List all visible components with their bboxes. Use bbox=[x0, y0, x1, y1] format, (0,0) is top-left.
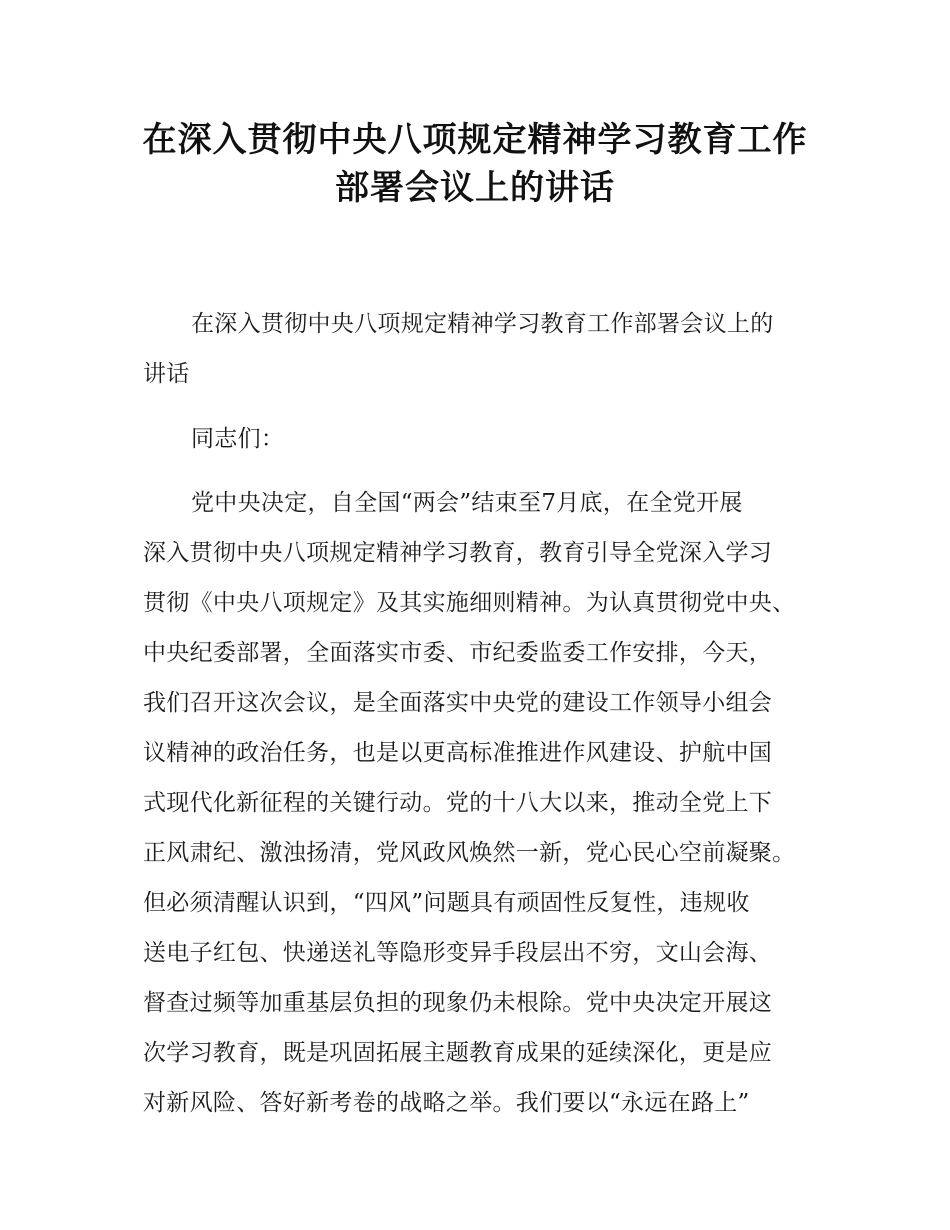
body-line: 我们召开这次会议，是全面落实中央党的建设工作领导小组会 bbox=[143, 690, 773, 716]
body-line: 中央纪委部署，全面落实市委、市纪委监委工作安排，今天， bbox=[143, 640, 773, 666]
body-line: 督查过频等加重基层负担的现象仍未根除。党中央决定开展这 bbox=[143, 990, 773, 1016]
body-line: 讲话 bbox=[143, 361, 190, 387]
body-line: 党中央决定，自全国“两会”结束至7月底，在全党开展 bbox=[191, 490, 743, 516]
body-line: 正风肃纪、激浊扬清，党风政风焕然一新，党心民心空前凝聚。 bbox=[143, 840, 796, 866]
body-line: 对新风险、答好新考卷的战略之举。我们要以“永远在路上” bbox=[143, 1090, 750, 1116]
body-line: 贯彻《中央八项规定》及其实施细则精神。为认真贯彻党中央、 bbox=[143, 590, 796, 616]
body-line: 议精神的政治任务，也是以更高标准推进作风建设、护航中国 bbox=[143, 740, 773, 766]
document-title-line-1: 在深入贯彻中央八项规定精神学习教育工作 bbox=[142, 120, 808, 160]
body-line: 送电子红包、快递送礼等隐形变异手段层出不穷，文山会海、 bbox=[143, 940, 773, 966]
body-line: 式现代化新征程的关键行动。党的十八大以来，推动全党上下 bbox=[143, 790, 773, 816]
document-title-line-2: 部署会议上的讲话 bbox=[335, 168, 615, 208]
body-line: 但必须清醒认识到，“四风”问题具有顽固性反复性，违规收 bbox=[143, 890, 750, 916]
body-line: 在深入贯彻中央八项规定精神学习教育工作部署会议上的 bbox=[191, 311, 774, 337]
salutation: 同志们： bbox=[191, 426, 285, 452]
body-line: 深入贯彻中央八项规定精神学习教育，教育引导全党深入学习 bbox=[143, 540, 773, 566]
body-line: 次学习教育，既是巩固拓展主题教育成果的延续深化，更是应 bbox=[143, 1040, 773, 1066]
